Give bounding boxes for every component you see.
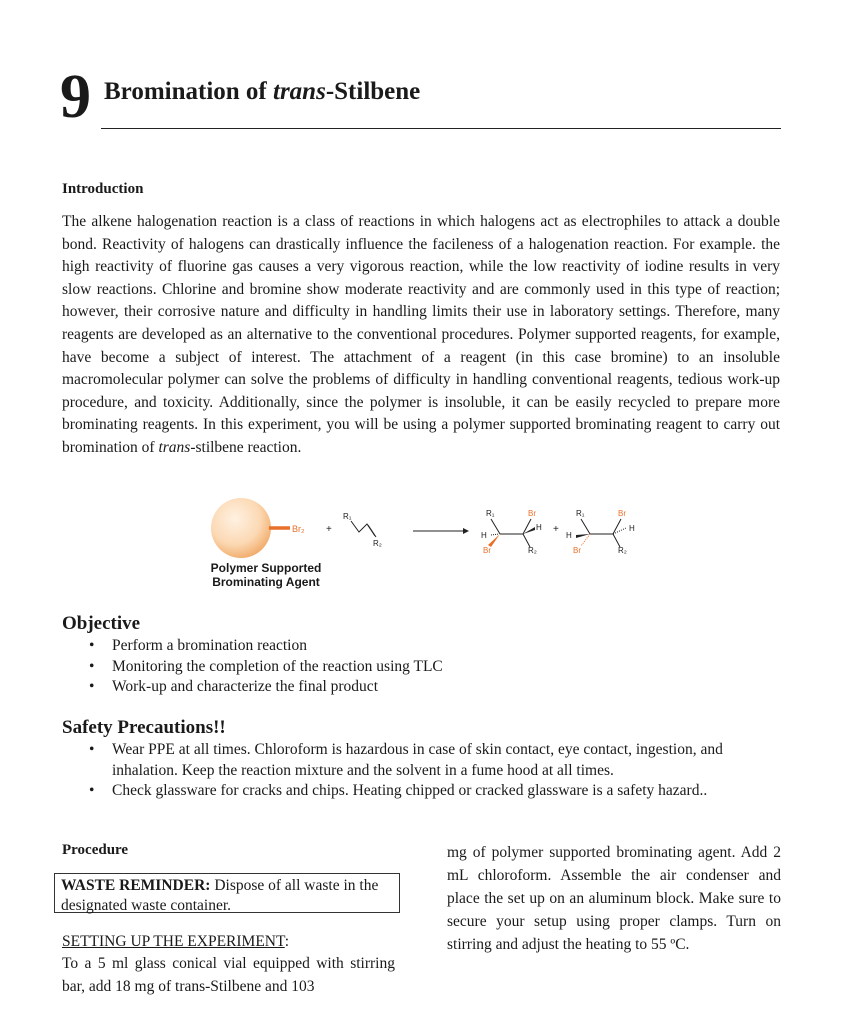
list-item: • Work-up and characterize the final product xyxy=(62,677,782,698)
waste-label: WASTE REMINDER: xyxy=(61,877,211,894)
p1-h-right: H xyxy=(536,523,542,532)
p2-r2: R₂ xyxy=(618,546,627,555)
procedure-heading: Procedure xyxy=(62,842,129,858)
plus-sign: + xyxy=(326,524,332,535)
intro-text: The alkene halogenation reaction is a class of reactions in which halogens act as electrophiles to attack a double bond. Reactivity of halogens can drastically influence the facileness of a halogenation reaction. For example. the high reactivity of fluorine gas causes a very vigorous reaction, while the low reactivity of iodine results in very slow reactions. Chlorine and bromine show moderate reactivity and are commonly used in this type of reaction; however, their corrosive nature and difficulty in handling limits their use in laboratory settings. Therefore, many reagents are developed as an alternative to the conventional procedures. Polymer supported reagents, for example, have become a subject of interest. The attachment of a reagent (in this case bromine) to an insoluble macromolecular polymer can solve the problems of difficulty in handling conventional reagents, tedious work-up procedure, and toxicity. Additionally, since the polymer is insoluble, it can be easily recycled to prepare more brominating reagents. In this experiment, you will be using a polymer supported brominating reagent to carry out bromination of xyxy=(62,213,780,456)
polymer-sphere xyxy=(211,498,271,558)
waste-reminder-box xyxy=(54,873,400,913)
list-item: • Perform a bromination reaction xyxy=(62,636,782,657)
setup-heading-line xyxy=(62,930,395,953)
br2-label: Br₂ xyxy=(292,524,305,534)
intro-paragraph xyxy=(62,211,780,460)
reaction-scheme xyxy=(195,494,675,560)
title-italic: trans xyxy=(273,78,326,105)
p1-h-left: H xyxy=(481,531,487,540)
p1-r2: R₂ xyxy=(528,546,537,555)
product-2 xyxy=(566,509,635,555)
title-prefix: Bromination of xyxy=(104,78,273,105)
p1-r1: R₁ xyxy=(486,509,495,518)
p2-br-top: Br xyxy=(618,509,626,518)
intro-text-end: -stilbene reaction. xyxy=(190,438,302,456)
caption-line-1: Polymer Supported xyxy=(210,561,322,575)
product-1 xyxy=(481,509,542,555)
procedure-left-text: To a 5 ml glass conical vial equipped with stirring bar, add 18 mg of trans-Stilbene and 103 xyxy=(62,955,395,995)
waste-text: Dispose of all waste in the designated waste container. xyxy=(61,877,379,914)
caption-line-2: Brominating Agent xyxy=(212,575,320,589)
title-suffix: -Stilbene xyxy=(325,78,421,105)
p2-h-right: H xyxy=(629,524,635,533)
page-title xyxy=(104,77,420,107)
p2-h-left: H xyxy=(566,531,572,540)
list-item: • Check glassware for cracks and chips. Heating chipped or cracked glassware is a safety hazard.. xyxy=(62,781,782,802)
intro-italic: trans xyxy=(158,438,191,456)
substrate-r2: R₂ xyxy=(373,539,382,548)
list-item: • Monitoring the completion of the reaction using TLC xyxy=(62,657,782,678)
plus-sign-2: + xyxy=(553,524,559,535)
p2-r1: R₁ xyxy=(576,509,585,518)
procedure-right-text: mg of polymer supported brominating agent. Add 2 mL chloroform. Assemble the air condenser and place the set up on an aluminum block. Make sure to secure your setup using proper clamps. Turn on stirring and adjust the heating to 55 ºC. xyxy=(447,844,781,953)
safety-heading: Safety Precautions!! xyxy=(62,717,226,738)
list-item: • Wear PPE at all times. Chloroform is hazardous in case of skin contact, eye contact, ingestion, and inhalation. Keep the reaction mixture and the solvent in a fume hood at all times. xyxy=(62,740,782,781)
objective-heading: Objective xyxy=(62,613,141,634)
substrate-alkene xyxy=(343,512,382,548)
title-rule xyxy=(101,128,781,129)
substrate-r1: R₁ xyxy=(343,512,352,521)
scheme-caption xyxy=(196,561,336,589)
intro-heading: Introduction xyxy=(62,181,144,197)
objective-list xyxy=(62,636,782,698)
p1-br-bottom: Br xyxy=(483,546,491,555)
p1-br-top: Br xyxy=(528,509,536,518)
setup-heading: SETTING UP THE EXPERIMENT xyxy=(62,933,285,950)
setup-colon: : xyxy=(284,933,289,950)
arrow-head xyxy=(463,528,469,534)
p2-br-bottom: Br xyxy=(573,546,581,555)
chapter-number: 9 xyxy=(60,63,91,131)
safety-list xyxy=(62,740,782,802)
